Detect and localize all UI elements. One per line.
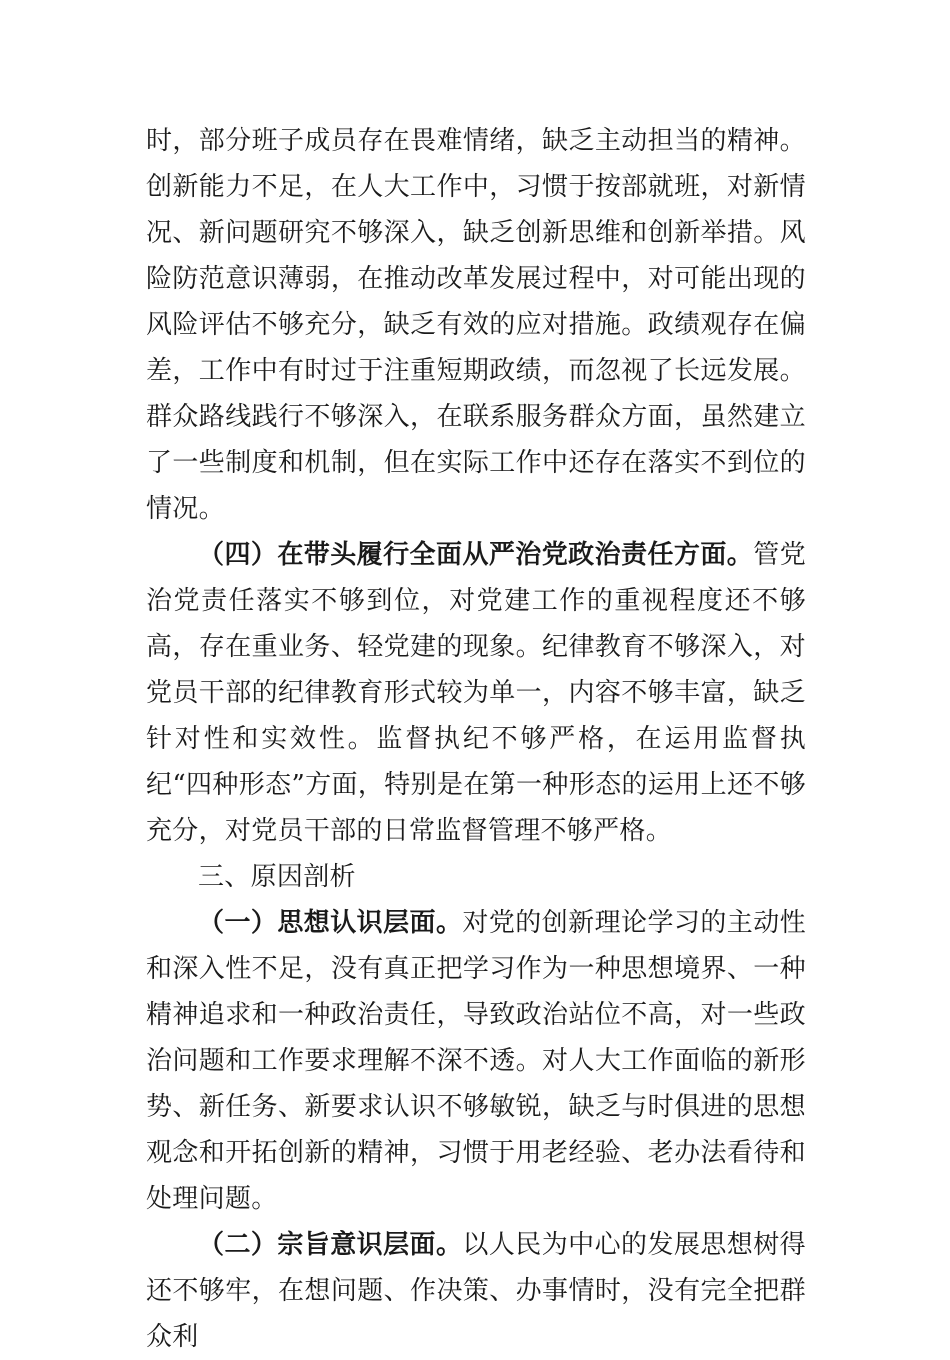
paragraph-thought-awareness	[146, 900, 806, 1222]
paragraph-section-four	[146, 532, 806, 854]
paragraph-continuation	[146, 118, 806, 532]
paragraph-lead: （一）思想认识层面。	[198, 908, 463, 938]
paragraph-lead: （四）在带头履行全面从严治党政治责任方面。	[198, 540, 754, 570]
paragraph-purpose-awareness	[146, 1222, 806, 1360]
paragraph-text: 时，部分班子成员存在畏难情绪，缺乏主动担当的精神。创新能力不足，在人大工作中，习惯于按部就班，对新情况、新问题研究不够深入，缺乏创新思维和创新举措。风险防范意识薄弱，在推动改革发展过程中，对可能出现的风险评估不够充分，缺乏有效的应对措施。政绩观存在偏差，工作中有时过于注重短期政绩，而忽视了长远发展。群众路线践行不够深入，在联系服务群众方面，虽然建立了一些制度和机制，但在实际工作中还存在落实不到位的情况。	[146, 126, 806, 524]
document-body	[146, 118, 806, 1360]
paragraph-text: 对党的创新理论学习的主动性和深入性不足，没有真正把学习作为一种思想境界、一种精神追求和一种政治责任，导致政治站位不高，对一些政治问题和工作要求理解不深不透。对人大工作面临的新形势、新任务、新要求认识不够敏锐，缺乏与时俱进的思想观念和开拓创新的精神，习惯于用老经验、老办法看待和处理问题。	[146, 908, 806, 1214]
section-heading: 三、原因剖析	[198, 862, 356, 892]
paragraph-lead: （二）宗旨意识层面。	[198, 1230, 463, 1260]
paragraph-text: 管党治党责任落实不够到位，对党建工作的重视程度还不够高，存在重业务、轻党建的现象。纪律教育不够深入，对党员干部的纪律教育形式较为单一，内容不够丰富，缺乏针对性和实效性。监督执纪不够严格，在运用监督执纪“四种形态”方面，特别是在第一种形态的运用上还不够充分，对党员干部的日常监督管理不够严格。	[146, 540, 806, 846]
paragraph-text: 以人民为中心的发展思想树得还不够牢，在想问题、作决策、办事情时，没有完全把群众利	[146, 1230, 806, 1352]
